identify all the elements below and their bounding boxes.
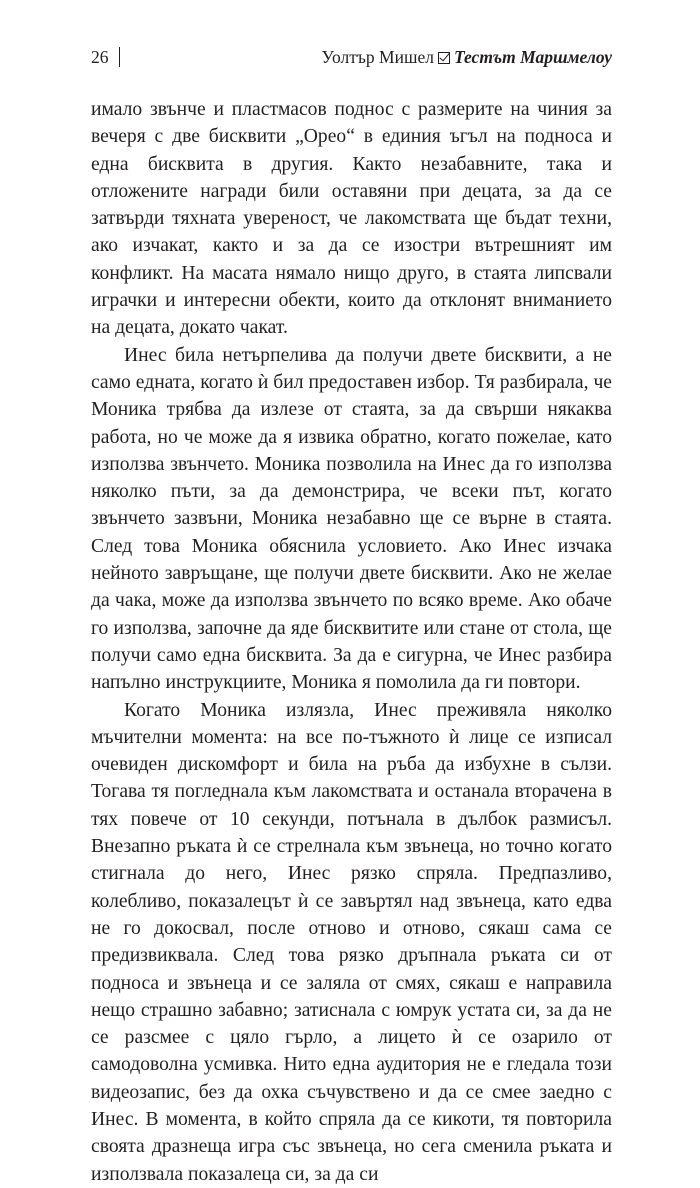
- page-number: 26: [91, 47, 109, 67]
- header-right: [322, 44, 612, 70]
- paragraph-2: Инес била нетърпелива да получи двете бисквити, а не само едната, когато ѝ бил предоставен избор. Тя разбирала, че Моника трябва да излезе от стаята, за да свърши някаква работа, но че може да я извика обратно, когато пожелае, като използва звънчето. Моника позволила на Инес да го използва няколко пъти, за да демонстрира, че всеки път, когато звънчето зазвъни, Моника незабавно ще се върне в стаята. След това Моника обяснила условието. Ако Инес изчака нейното завръщане, ще получи двете бисквити. Ако не желае да чака, може да използва звънчето по всяко време. Ако обаче го използва, започне да яде бисквитите или стане от стола, ще получи само една бисквита. За да е сигурна, че Инес разбира напълно инструкциите, Моника я помолила да ги повтори.: [91, 344, 612, 694]
- paragraph-1: имало звънче и пластмасов поднос с размерите на чиния за вечеря с две бисквити „Орео“ в единия ъгъл на подноса и една бисквита в другия. Както незабавните, така и отложените награди били оставяни при децата, за да се затвърди тяхната увереност, че лакомствата ще бъдат техни, ако изчакат, както и за да се изостри вътрешният им конфликт. На масата нямало нищо друго, в стаята липсвали играчки и интересни обекти, които да отклонят вниманието на децата, докато чакат.: [91, 99, 612, 339]
- header-divider: [119, 47, 120, 67]
- running-head: [91, 44, 612, 70]
- body-text: [91, 96, 612, 1188]
- checkbox-checked-icon: [438, 52, 450, 64]
- paragraph-3: Когато Моника излязла, Инес преживяла няколко мъчителни момента: на все по-тъжното ѝ лице се изписал очевиден дискомфорт и била на ръба да избухне в сълзи. Тогава тя погледнала към лакомствата и останала вторачена в тях повече от 10 секунди, потънала в дълбок размисъл. Внезапно ръката ѝ се стрелнала към звънеца, но точно когато стигнала до него, Инес рязко спряла. Предпазливо, колебливо, показалецът ѝ се завъртял над звънеца, като едва не го докосвал, после отново и отново, сякаш сама се предизвиквала. След това рязко дръпнала ръката си от подноса и звънеца и се заляла от смях, сякаш е направила нещо страшно забавно; затиснала с юмрук устата си, за да не се разсмее с цяло гърло, а лицето ѝ се озарило от самодоволна усмивка. Нито една аудитория не е гледала този видеозапис, без да охка съчувствено и да се смее заедно с Инес. В момента, в който спряла да се кикоти, тя повторила своята дразнеща игра със звънеца, но сега сменила ръката и използвала показалеца си, за да си: [91, 699, 612, 1185]
- book-title: Тестът Маршмелоу: [453, 47, 612, 67]
- author-name: Уолтър Мишел: [321, 47, 434, 67]
